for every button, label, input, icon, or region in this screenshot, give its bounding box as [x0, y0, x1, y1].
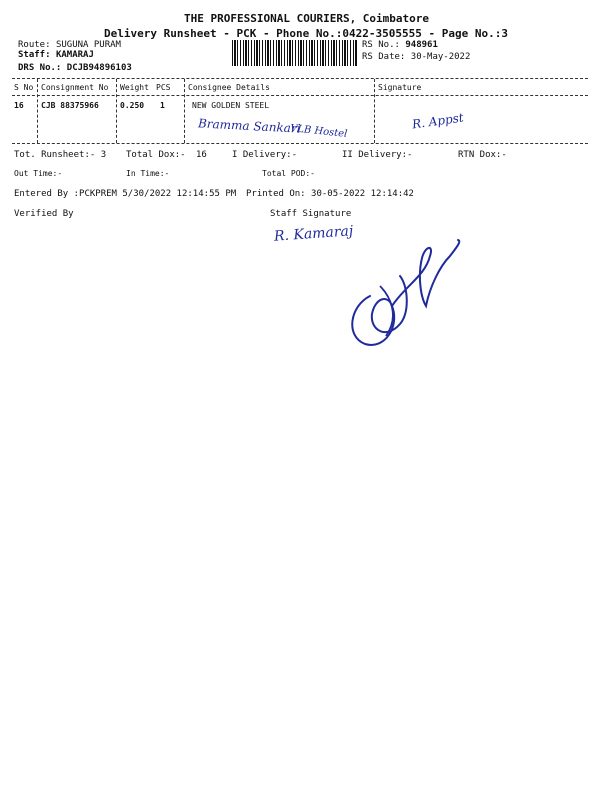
rs-no-line — [362, 40, 438, 50]
printed-on: Printed On: 30-05-2022 12:14:42 — [246, 189, 414, 199]
col-divider — [184, 79, 185, 143]
table-bottom-rule — [12, 143, 588, 144]
total-pod: Total POD:- — [262, 169, 315, 178]
staff-signature-name: R. Kamaraj — [273, 223, 354, 245]
col-header-consignee: Consignee Details — [188, 83, 270, 92]
staff-signature-label: Staff Signature — [270, 209, 352, 219]
drs-label: DRS No.: — [18, 63, 62, 73]
rs-date-label: RS Date: — [362, 52, 406, 62]
staff-signature-scribble — [330, 226, 470, 356]
route-line — [18, 40, 121, 50]
barcode-image — [232, 40, 358, 66]
rtn-dox: RTN Dox:- — [458, 150, 507, 160]
cell-sno: 16 — [14, 101, 24, 110]
rs-date-value: 30-May-2022 — [410, 52, 471, 62]
verified-by: Verified By — [14, 209, 74, 219]
route-label: Route: — [18, 40, 51, 50]
i-delivery: I Delivery:- — [232, 150, 298, 160]
runsheet-title: Delivery Runsheet - PCK - Phone No.:0422-3505555 - Page No.:3 — [104, 27, 508, 40]
table-top-rule — [12, 78, 588, 79]
route-value: SUGUNA PURAM — [55, 40, 121, 50]
drs-line — [18, 63, 132, 73]
staff-label: Staff: — [18, 50, 51, 60]
in-time: In Time:- — [126, 169, 170, 178]
col-header-pcs: PCS — [156, 83, 171, 92]
col-divider — [116, 79, 117, 143]
total-dox-label: Total Dox:- — [126, 150, 186, 160]
rs-date-line — [362, 52, 470, 62]
out-time: Out Time:- — [14, 169, 63, 178]
staff-line — [18, 50, 94, 60]
cell-consignee: NEW GOLDEN STEEL — [192, 101, 270, 110]
staff-value: KAMARAJ — [55, 50, 94, 60]
col-header-sno: S No — [14, 83, 34, 92]
cell-weight: 0.250 — [120, 101, 145, 110]
col-header-weight: Weight — [120, 83, 149, 92]
drs-value: DCJB94896103 — [66, 63, 132, 73]
rs-no-value: 948961 — [405, 40, 438, 50]
cell-consignment: CJB 88375966 — [41, 101, 99, 110]
company-title: THE PROFESSIONAL COURIERS, Coimbatore — [184, 12, 430, 25]
col-divider — [37, 79, 38, 143]
handwritten-consignee: Bramma Sankari — [197, 116, 301, 136]
handwritten-signature: R. Appst — [411, 110, 465, 132]
rs-no-label: RS No.: — [362, 40, 400, 50]
cell-pcs: 1 — [160, 101, 165, 110]
total-dox-value: 16 — [196, 150, 207, 160]
tot-runsheet: Tot. Runsheet:- 3 — [14, 150, 107, 160]
col-header-signature: Signature — [378, 83, 422, 92]
table-header-rule — [12, 95, 588, 96]
entered-by: Entered By :PCKPREM 5/30/2022 12:14:55 PM — [14, 189, 237, 199]
handwritten-note: VLB Hostel — [289, 123, 348, 140]
ii-delivery: II Delivery:- — [342, 150, 413, 160]
col-divider — [374, 79, 375, 143]
col-header-consignment: Consignment No — [41, 83, 109, 92]
